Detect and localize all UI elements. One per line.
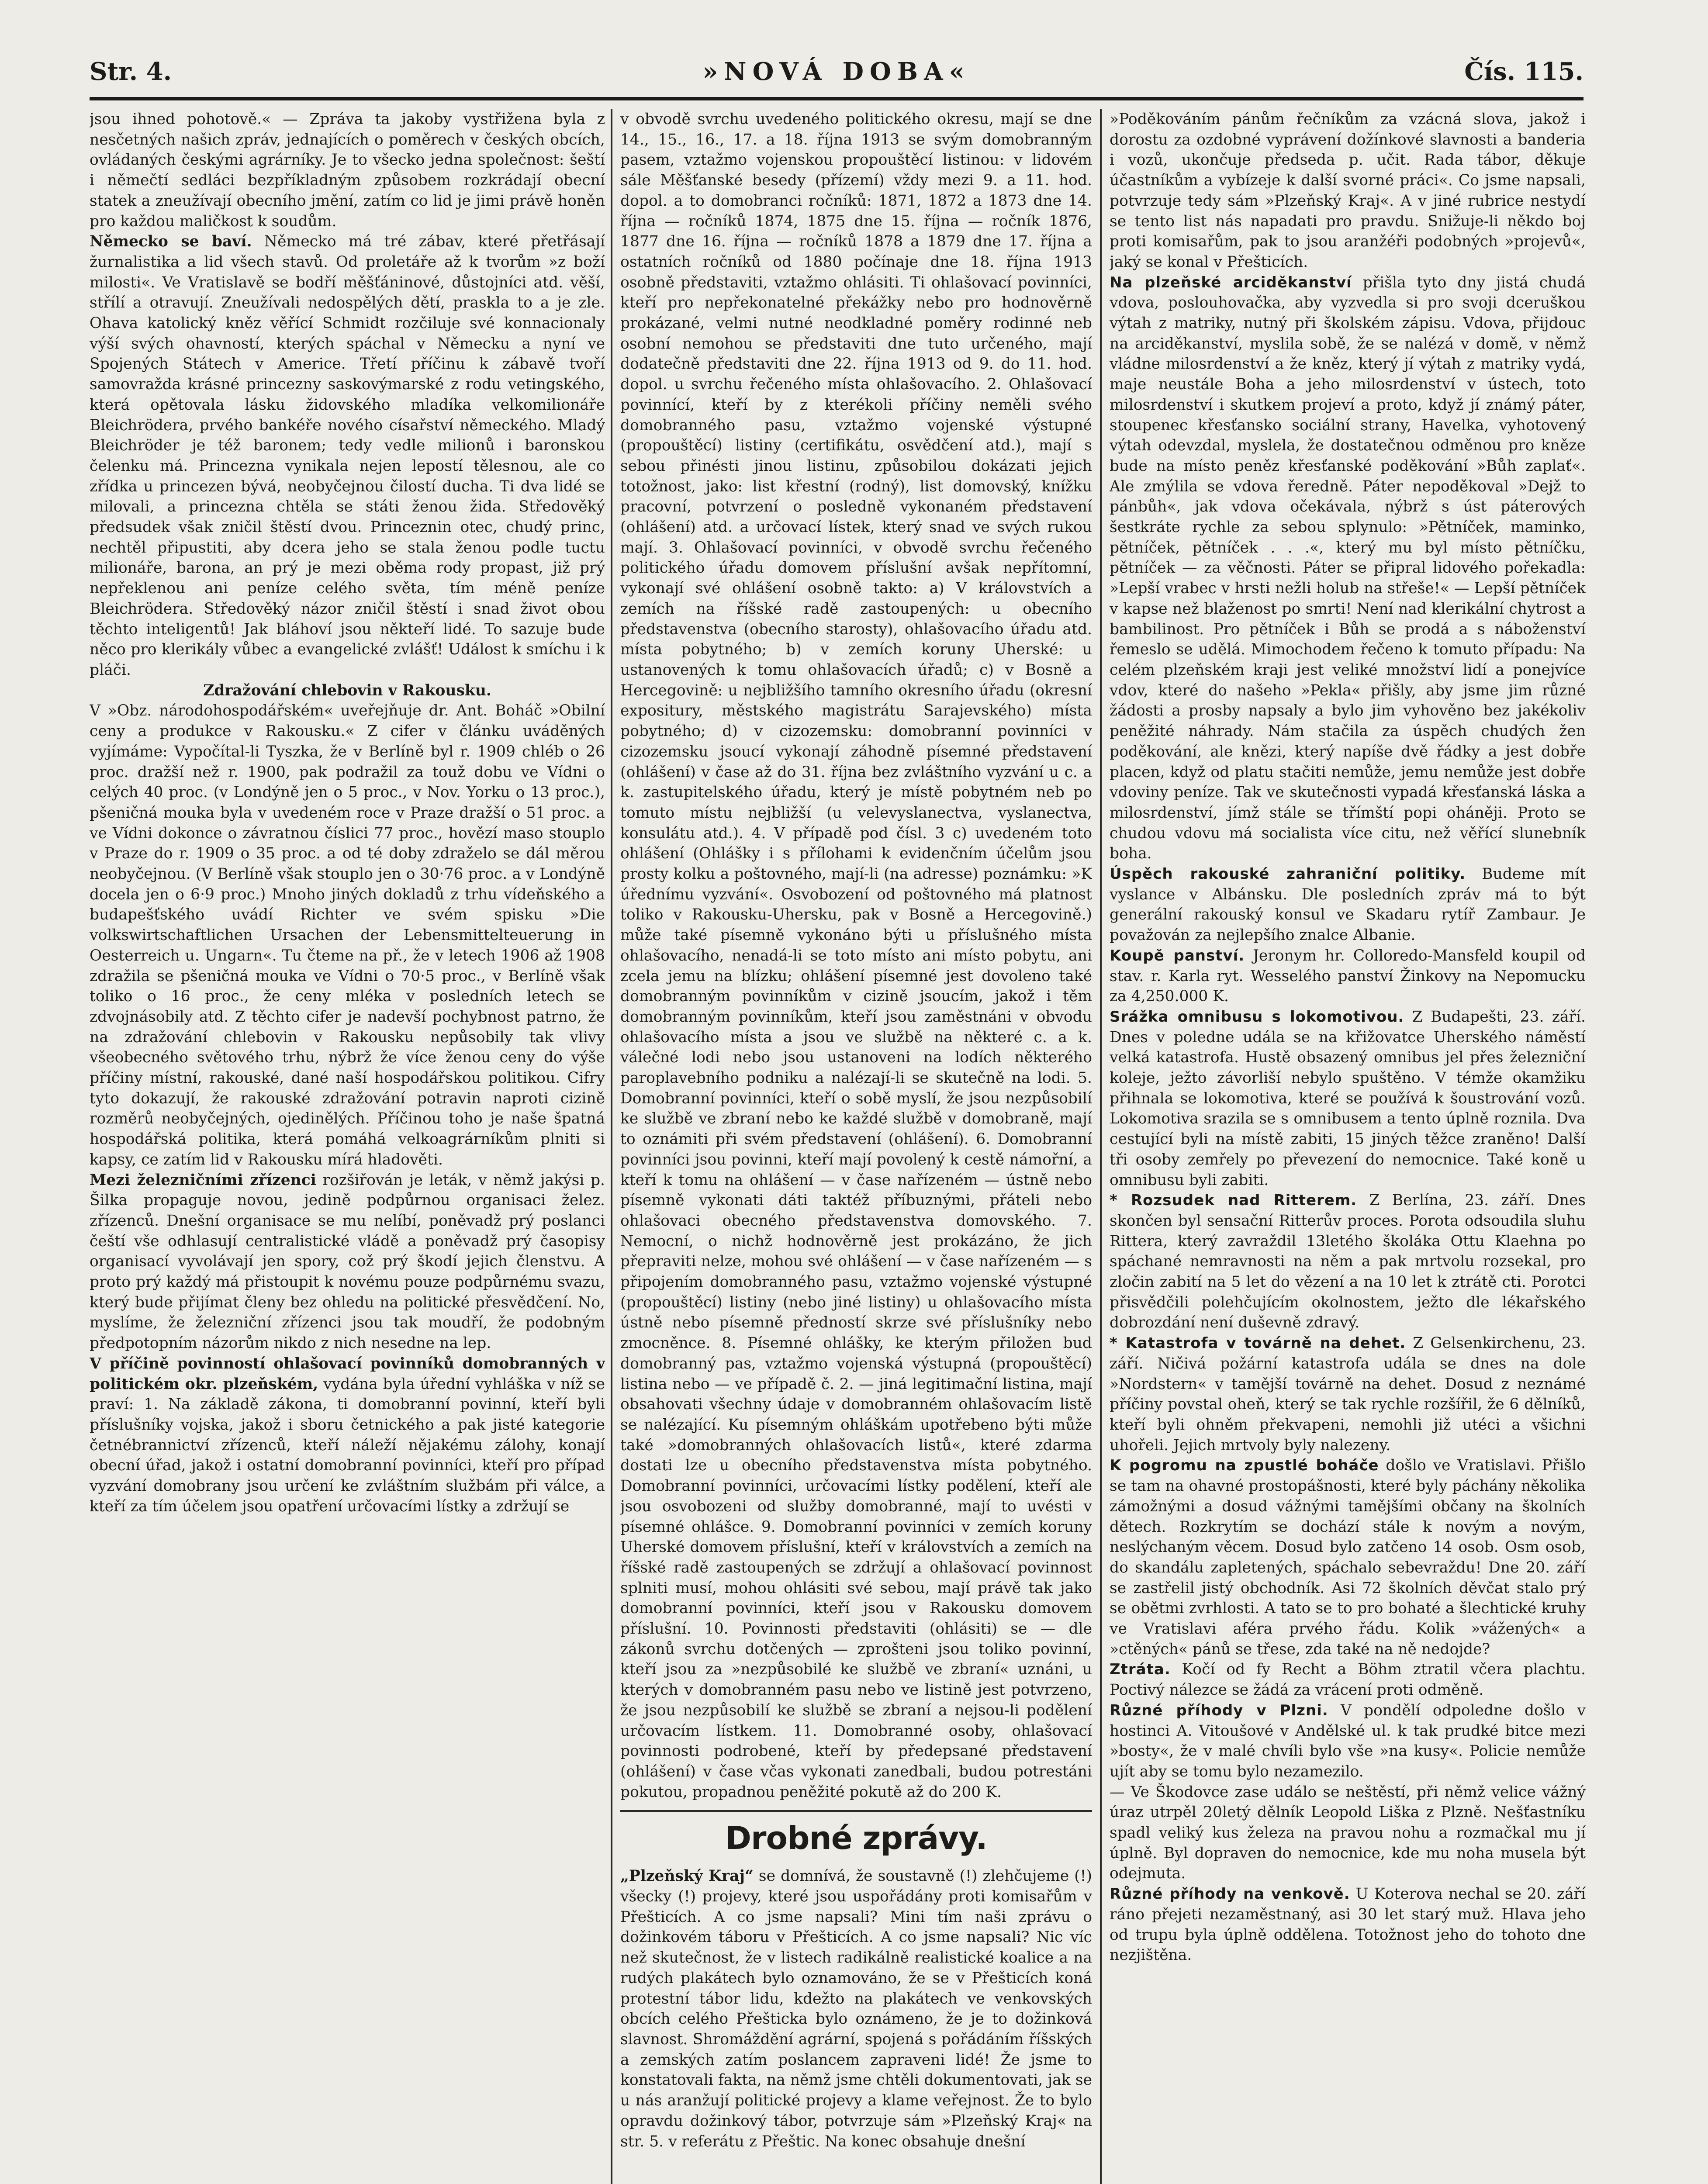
column-divider xyxy=(1100,109,1102,2184)
article-body: došlo ve Vratislavi. Přišlo se tam na ohavné prostopášnosti, které byly páchány několika zámožnými a dosud vážnými tamějšími občany na školních dětech. Rozkrytím se dochází stále k novým a novým, neslýchaným věcem. Dosud bylo zatčeno 14 osob. Osm osob, do skandálu zapletených, spáchalo sebevraždu! Dne 20. září se zastřelil jistý obchodník. Asi 72 školních děvčat stalo prý se obětmi zvrhlosti. A tato se to pro bohaté a šlechtické kruhy ve Vratislavi aféra prvého řádu. Kolik »vážených« a »ctěných« pánů se třese, zda také na ně nedojde? xyxy=(1110,1457,1586,1658)
news-item: — Ve Škodovce zase událo se neštěstí, při němž velice vážný úraz utrpěl 20letý dělník Leopold Liška z Plzně. Nešťastníku spadl veliký kus železa na pravou nohu a rozmačkal mu jí úplně. Byl dopraven do nemocnice, kde mu noha musela být odejmuta. xyxy=(1110,1783,1586,1883)
news-item xyxy=(1110,1659,1586,1700)
article-body: V pondělí odpoledne došlo v hostinci A. Vitoušové v Andělské ul. k tak prudké bitce mezi »bosty«, že v malé chvíli bylo vše »na kusy«. Policie nemůže ujít aby se tomu bylo nezamezilo. xyxy=(1110,1701,1586,1780)
article-railway xyxy=(90,1170,605,1354)
news-item xyxy=(1110,864,1586,946)
column-3 xyxy=(1110,109,1586,2184)
headline: * Katastrofa v továrně na dehet. xyxy=(1110,1334,1406,1352)
article-continuation: v obvodě svrchu uvedeného politického okresu, mají se dne 14., 15., 16., 17. a 18. října 1913 se svým domobranným pasem, vztažmo vojenskou propouštěcí listinou: v lidovém sále Měšťanské besedy (přízemí) vždy mezi 9. a 11. hod. dopol. a to domobranci ročníků: 1871, 1872 a 1873 dne 14. října — ročníků 1874, 1875 dne 15. října — ročník 1876, 1877 dne 16. října — ročníků 1878 a 1879 dne 17. října a ostatních ročníků od 1880 počínaje dne 18. října 1913 osobně představiti, vztažmo ohlásiti. Ti ohlašovací povinníci, kteří pro nepřekonatelné překážky nebo pro hodnověrně prokázané, velmi nutné neodkladné poměry rodinné neb osobní nemohou se představiti dne tuto určeného, mají dodatečně představiti dne 22. října 1913 od 9. do 11. hod. dopol. u svrchu řečeného místa ohlašovacího. 2. Ohlašovací povinnící, kteří by z kterékoli příčiny neměli svého domobranného pasu, vztažmo vojenské výstupné (propouštěcí) listiny (certifikátu, osvědčení atd.), mají s sebou přinésti jinou listinu, způsobilou dokázati jejich totožnost, jako: list křestní (rodný), list domovský, knížku pracovní, potvrzení o posledně vykonaném představení (ohlášení) atd. a určovací lístek, který snad ve svých rukou mají. 3. Ohlašovací povinníci, v obvodě svrchu řečeného politického úřadu domovem příslušní avšak nepřítomní, vykonají své ohlášení osobně takto: a) V královstvích a zemích na říšské radě zastoupených: u obecního představenstva (obecního starosty), ohlašovacího úřadu atd. místa pobytného; b) v zemích koruny Uherské: u ustanovených k tomu ohlašovacích úřadů; c) v Bosně a Hercegovině: u nejbližšího tamního okresního úřadu (okresní expositury, městského magistrátu Sarajevského) místa pobytného; d) v cizozemsku: domobranní povinníci v cizozemsku jsoucí vykonají záhodně písemné představení (ohlášení) v čase až do 31. října bez zvláštního vyzvání u c. a k. zastupitelského úřadu, který je místě pobytném neb po tomuto místu nejbližší (u velevyslanectva, vyslanectva, konsulátu atd.). 4. V případě pod čísl. 3 c) uvedeném toto ohlášení (Ohlášky i s přílohami k evidenčním účelům jsou prosty kolku a poštovného, mají-li (na adresse) poznámku: »K úřednímu vyzvání«. Osvobození od poštovného má platnost toliko v Rakousku-Uhersku, pak v Bosně a Hercegovině.) může také písemně vykonáno býti u příslušného místa ohlašovacího, nenadá-li se toto místo ani místo pobytu, ani zcela jemu na blízku; ohlášení písemné jest dovoleno také domobranným povinníkům v cizině jsoucím, jakož i těm domobranným povinníkům, kteří jsou zaměstnáni v obvodu ohlašovacího místa a jsou ve službě na některé c. a k. válečné lodi nebo jsou ustanoveni na lodích některého paroplavebního podniku a nalézají-li se skutečně na lodi. 5. Domobranní povinníci, kteří o sobě myslí, že jsou nezpůsobilí ke službě ve zbraní nebo ke každé službě v domobraně, mají to oznámiti při svém představení (ohlášení). 6. Domobranní povinníci jsou povinni, kteří mají povolený k cestě námořní, a kteří k tomu na ohlášení — v čase nařízeném — ústně nebo písemně vykonati dáti taktéž příbuznými, přáteli nebo ohlašovaci obecného představenstva domovského. 7. Nemocní, o nichž hodnověrně jest prokázáno, že jich přepraviti nelze, mohou své ohlášení — v čase nařízeném — s připojením domobranného pasu, vztažmo vojenské výstupné (propouštěcí) listiny (nebo jiné listiny) u ohlašovacího místa ústně nebo písemně předností skrze své příslušníky nebo zmocněnce. 8. Písemné ohlášky, ke kterým přiložen bud domobranný pas, vztažmo vojenská výstupná (propouštěcí) listina nebo — ve případě č. 2. — jiná legitimační listina, mají obsahovati všechny údaje v domobranném ohlašovacím listě se nalézající. Ku písemným ohláškám upotřebeno býti může také »domobranných ohlašovacích listů«, které zdarma dostati lze u obecního představenstva místa pobytného. Domobranní povinníci, určovacími lístky podělení, kteří ale jsou osvobozeni od služby domobranné, mají to uvésti v písemné ohlášce. 9. Domobranní povinníci v zemích koruny Uherské domovem příslušní, kteří v královstvích a zemích na říšské radě zastoupených se zdržují a ohlašovací povinnost splniti musí, mohou ohlásiti své sebou, mají právě tak jako domobranní povinníci, kteří jsou v Rakousku domovem příslušní. 10. Povinnosti představiti (ohlásiti) se — dle zákonů svrchu dotčených — zprošteni jsou toliko povinní, kteří jsou za »nezpůsobilé ke službě ve zbraní« uznáni, u kterých v domobranném pasu nebo ve listině jest potvrzeno, že jsou nezpůsobilí ke službě se zbraní a nejsou-li podělení určovacím lístkem. 11. Domobranné osoby, ohlašovací povinnosti podrobené, kteří by předepsané představení (ohlášení) v čase včas vykonati zanedbali, budou potrestáni pokutou, propadnou peněžité pokutě až do 200 K. xyxy=(620,111,1092,1801)
headline: K pogromu na zpustlé boháče xyxy=(1110,1457,1379,1475)
article-body: rozšiřován je leták, v němž jakýsi p. Šilka propaguje novou, jedině podpůrnou organisaci želez. zřízenců. Dnešní organisace se mu nelíbí, poněvadž prý poslanci čeští vše odhlasují centralistické vládě a poněvadž prý časopisy organisací vyvolávají jen spory, což prý škodí jejich členstvu. A proto prý každý má přistoupit k novému pouze podpůrnému svazu, který bude přijímat členy bez ohledu na politické přesvědčení. No, myslíme, že železniční zřízenci jsou tak moudří, že podobným předpotopním názorům nikdo z nich nesedne na lep. xyxy=(90,1171,605,1352)
article-body: Jeronym hr. Colloredo-Mansfeld koupil od stav. r. Karla ryt. Wesselého panství Žinkovy na Nepomucku za 4,250.000 K. xyxy=(1110,947,1586,1006)
column-2 xyxy=(620,109,1092,2184)
headline: Srážka omnibusu s lokomotivou. xyxy=(1110,1008,1404,1026)
article-body: U Koterova nechal se 20. září ráno přejeti nezaměstnaný, asi 30 let starý muž. Hlava jeho od trupu byla úplně oddělena. Totožnost jeho do tohoto dne nezjištěna. xyxy=(1110,1885,1586,1964)
headline: * Rozsudek nad Ritterem. xyxy=(1110,1192,1357,1209)
article-plzensky-kraj xyxy=(620,1866,1092,2152)
news-item xyxy=(1110,1884,1586,1966)
article-continuation: jsou ihned pohotově.« — Zpráva ta jakoby vystřižena byla z nesčetných našich zpráv, jednajících o poměrech v českých obcích, ovládaných českými agrárníky. Je to všecko jedna společnost: šeští i němečtí sedláci bezpříkladným způsobem rozkrádají obecní statek a zneužívají obecního jmění, zatím co lid je jimi právě honěn pro každou maličkost k soudům. xyxy=(90,111,605,230)
section-divider xyxy=(620,1810,1092,1812)
headline: „Plzeňský Kraj“ xyxy=(620,1867,754,1885)
headline: Úspěch rakouské zahraniční politiky. xyxy=(1110,865,1466,883)
article-germany xyxy=(90,232,605,680)
page-header xyxy=(90,52,1584,92)
article-body: Z Berlína, 23. září. Dnes skončen byl sensační Ritterův proces. Porota odsoudila sluhu Rittera, který zavraždil 13letého školáka Ottu Klaehna po spáchané nemravnosti na něm a pak mrtvolu rozsekal, pro zločin zabití na 5 let do vězení a na 10 let k ztrátě cti. Porotci přisvědčili polehčujícím okolnostem, ježto dle lékařského dobrozdání není duševně zdravý. xyxy=(1110,1192,1586,1332)
news-item xyxy=(1110,1455,1586,1659)
section-title: Drobné zprávy. xyxy=(725,1820,987,1857)
headline: Německo se baví. xyxy=(90,233,252,251)
headline: Zdražování chlebovin v Rakousku. xyxy=(203,681,491,699)
issue-number: Čís. 115. xyxy=(1464,57,1584,86)
column-divider xyxy=(611,109,612,2184)
article-body: Z Gelsenkirchenu, 23. září. Ničivá požární katastrofa udála se dnes na dole »Nordstern« v tamější továrně na dehet. Dosud z neznámé příčiny povstal oheň, který se tak rychle rozšířil, že 6 dělníků, kteří byli ohněm překvapeni, nemohli již utéci a všichni uhořeli. Jejich mrtvoly byly nalezeny. xyxy=(1110,1334,1586,1454)
headline: Na plzeňské arciděkanství xyxy=(1110,273,1352,291)
article-body: přišla tyto dny jistá chudá vdova, poslouhovačka, aby vyzvedla si pro svoji dceruškou výtah z matriky, nutný při školském zápisu. Vdova, přijdouc na arciděkanství, myslila sobě, že se nalézá v domě, v němž vládne milosrdenství a že kněz, který jí výtah z matriky vydá, maje neustále Boha a jeho milosrdenství v ústech, toto milosrdenství i skutkem projeví a proto, když jí známý páter, stoupenec křesťansko sociální strany, Havelka, vyhotovený výtah odevzdal, myslela, že dostatečnou odměnou pro kněze bude na místo peněz křesťanské poděkování »Bůh zaplať«. Ale zmýlila se vdova řeredně. Páter nepoděkoval »Dejž to pánbůh«, jak vdova očekávala, nýbrž s úst páterových šestkráte rychle za sebou splynulo: »Pětníček, maminko, pětníček, pětníček . . .«, který mu byl místo pětníčku, pětníček — za věčnosti. Páter se připral lidového pořekadla: »Lepší vrabec v hrsti nežli holub na střeše!« — Lepší pětníček v kapse než blaženost po smrti! Není nad klerikální chytrost a bambilinost. Pro pětníček i Bůh se prodá a s náboženství řemeslo se udělá. Mimochodem řečeno k tomuto případu: Na celém plzeňském kraji jest veliké množství lidí a ponejvíce vdov, které do našeho »Pekla« přišly, aby jsme jim různé žádosti a prosby napsaly a bylo jim vyhověno bez jakékoliv peněžité náhrady. Nám stačila za úspěch chudých žen poděkování, ale knězi, který napíše dvě řádky a jest dobře placen, když od platu stačiti nemůže, jemu nemůže jest dobře vdoviny peníze. Tak ve skutečnosti vypadá křesťanská láska a milosrdenství, jímž stále se třímští popi oháněji. Proto se chudou vdovu má socialista více citu, než věřící slunebník boha. xyxy=(1110,273,1586,863)
article-body: V »Obz. národohospodářském« uveřejňuje dr. Ant. Boháč »Obilní ceny a produkce v Rakousku.« Z cifer v článku uváděných vyjímáme: Vypočítal-li Tyszka, že v Berlíně byl r. 1909 chléb o 26 proc. dražší než r. 1900, pak podražil za touž dobu ve Vídni o celých 40 proc. (v Londýně jen o 5 proc., v Nov. Yorku o 13 proc.), pšeničná mouka byla v uvedeném roce v Praze dražší o 51 proc. a ve Vídni dokonce o závratnou číslici 77 proc., hovězí maso stouplo v Praze do r. 1909 o 35 proc. a od té doby zdraželo se dál měrou neobyčejnou. (V Berlíně však stouplo jen o 30·76 proc. a v Londýně docela jen o 6·9 proc.) Mnoho jiných dokladů z trhu vídeňského a budapešťského uvádí Richter ve svém spisku »Die volkswirtschaftlichen Ursachen der Lebensmittelteuerung in Oesterreich u. Ungarn«. Tu čteme na př., že v letech 1906 až 1908 zdražila se pšeničná mouka ve Vídni o 70·5 proc., v Berlíně však toliko o 16 proc., že ceny mléka v posledních letech se zdvojnásobily atd. Z těchto cifer je nadevší pochybnost patrno, že na zdražování chlebovin v Rakousku nepůsobily tak vlivy všeobecného světového trhu, nýbrž že více ženou ceny do výše příčiny místní, rakouské, dané naší hospodářskou politikou. Cifry tyto dokazují, že rakouské zdražování potravin naproti cizině rozměrů neobyčejných, ojedinělých. Příčinou toho je naše špatná hospodářská politika, která pomáhá velkoagrárníkům plniti si kapsy, ce zatím lid v Rakousku mírá hladověti. xyxy=(90,702,605,1168)
newspaper-title: »NOVÁ DOBA« xyxy=(702,57,971,86)
headline: Koupě panství. xyxy=(1110,947,1245,964)
news-item xyxy=(1110,946,1586,1007)
article-body: se domnívá, že soustavně (!) zlehčujeme (!) všecky (!) projevy, které jsou uspořádány proti komisařům v Přešticích. A co jsme napsali? Mini tím naši zprávu o dožinkovém táboru v Přešticích. A co jsme napsali? Nic víc než skutečnost, že v listech radikálně realistické koalice a na rudých plakátech bylo oznamováno, že se v Přešticích koná protestní tábor lidu, kdežto na plakátech ve venkovských obcích celého Přešticka bylo oznámeno, že je to dožinková slavnost. Shromáždění agrární, spojená s pořádáním říšských a zemských zatím poslancem zapraveni lidé! Že jsme to konstatovali fakta, na němž jsme chtěli dokumentovati, jak se u nás aranžují politické projevy a klame veřejnost. Že to bylo opravdu dožinkový tábor, potvrzuje sám »Plzeňský Kraj« na str. 5. v referátu z Přeštic. Na konec obsahuje dnešní xyxy=(620,1867,1092,2150)
headline: V příčině povinností ohlašovací povinníků domobranných v politickém okr. plzeňském, xyxy=(90,1355,605,1393)
article-body: Z Budapešti, 23. září. Dnes v poledne udála se na křižovatce Uherského náměstí velká katastrofa. Hustě obsazený omnibus jel přes železniční koleje, ježto závorliší nebylo spuštěno. V témže okamžiku přihnala se lokomotiva, které se používá k šoustrování vozů. Lokomotiva srazila se s omnibusem a tento úplně roznila. Dva cestující byli na místě zabiti, 15 jiných těžce zraněno! Další tři osoby zemřely po převezení do nemocnice. Také koně u omnibusu byli zabiti. xyxy=(1110,1008,1586,1189)
article-body: vydána byla úřední vyhláška v níž se praví: 1. Na základě zákona, ti domobranní povinní, kteří byli příslušníky vojska, jakož i sboru četnického a pak jisté kategorie četnébrannictví zřízenců, kteří náleží nějakému zálohy, konají obecní úřad, jakož i ostatní domobranní povinníci, kteří pro případ vyzvání domobrany jsou určení ke zvláštním službám při válce, a kteří za tím účelem jsou opatření určovacími lístky a zdržují se xyxy=(90,1375,605,1515)
headline: Různé příhody v Plzni. xyxy=(1110,1701,1328,1719)
article-continuation: »Poděkováním pánům řečníkům za vzácná slova, jakož i dorostu za ozdobné vyprávení dožínkové slavnosti a banderia i vozů, ukončuje předseda p. učit. Rada tábor, děkuje účastníkům a vybízeje k další svorné práci«. Co jsme napsali, potvrzuje tedy sám »Plzeňský Kraj«. A v jiné rubrice nestydí se tento list nás napadati pro pravdu. Snižuje-li někdo boj proti komisařům, pak to jsou aranžéři podobných »projevů«, jaký se konal v Přešticích. xyxy=(1110,111,1586,271)
news-item xyxy=(1110,1700,1586,1782)
headline: Mezi železničními zřízenci xyxy=(90,1171,316,1189)
news-item xyxy=(1110,273,1586,864)
column-1 xyxy=(90,109,605,2184)
news-item xyxy=(1110,1007,1586,1190)
article-militia xyxy=(90,1354,605,1517)
news-item xyxy=(1110,1190,1586,1333)
article-body: Německo má tré zábav, které přetřásají žurnalistika a lid všech stavů. Od proletáře až k tvorům »z boží milosti«. Ve Vratislavě se bodří měšťáninové, důstojníci atd. věší, střílí a otravují. Zneužívali nedospělých dětí, praskla to a je zle. Ohava katolický kněz věřící Schmidt rozčiluje své konnacionaly výší svých ohavností, kterých spáchal v Německu a nyní ve Spojených Státech v Americe. Třetí příčinu k zábavě tvoří samovražda krásné princezny saskovýmarské z rodu vetingského, která opětovala lásku židovského mladíka velkomilionáře Bleichrödera, prvého bankéře nového císařství německého. Mladý Bleichröder je též baronem; tedy vedle milionů i baronskou čelenku má. Princezna vynikala nejen lepostí tělesnou, ale co zřídka u princezen bývá, neobyčejnou čilostí ducha. Ti dva lidé se milovali, a princezna chtěla se státi ženou žida. Středověký předsudek však zničil štěstí dvou. Princeznin otec, chudý princ, nechtěl připustiti, aby dcera jeho se stala ženou podle tuctu milionáře, barona, an prý je mezi oběma rody propast, již prý nepřeklenou ani peníze celého světa, tím méně peníze Bleichrödera. Středověký názor zničil štěstí i snad život obou těchto inteligentů! Jak bláhoví jsou někteří lidé. To sazuje bude něco pro klerikály vůbec a evangelické zvlášť! Událost k smíchu i k pláči. xyxy=(90,233,605,679)
headline: Ztráta. xyxy=(1110,1661,1171,1679)
page-number: Str. 4. xyxy=(90,57,172,86)
news-item xyxy=(1110,1333,1586,1455)
article-body: Kočí od fy Recht a Böhm ztratil včera plachtu. Poctivý nálezce se žádá za vrácení proti odměně. xyxy=(1110,1661,1586,1699)
header-rule xyxy=(90,97,1584,100)
article-body: Budeme mít vyslance v Albánsku. Dle posledních zpráv má to být generální rakouský konsul ve Skadaru rytíř Zambaur. Je považován za nejlepšího znalce Albanie. xyxy=(1110,865,1586,944)
headline: Různé příhody na venkově. xyxy=(1110,1885,1350,1903)
